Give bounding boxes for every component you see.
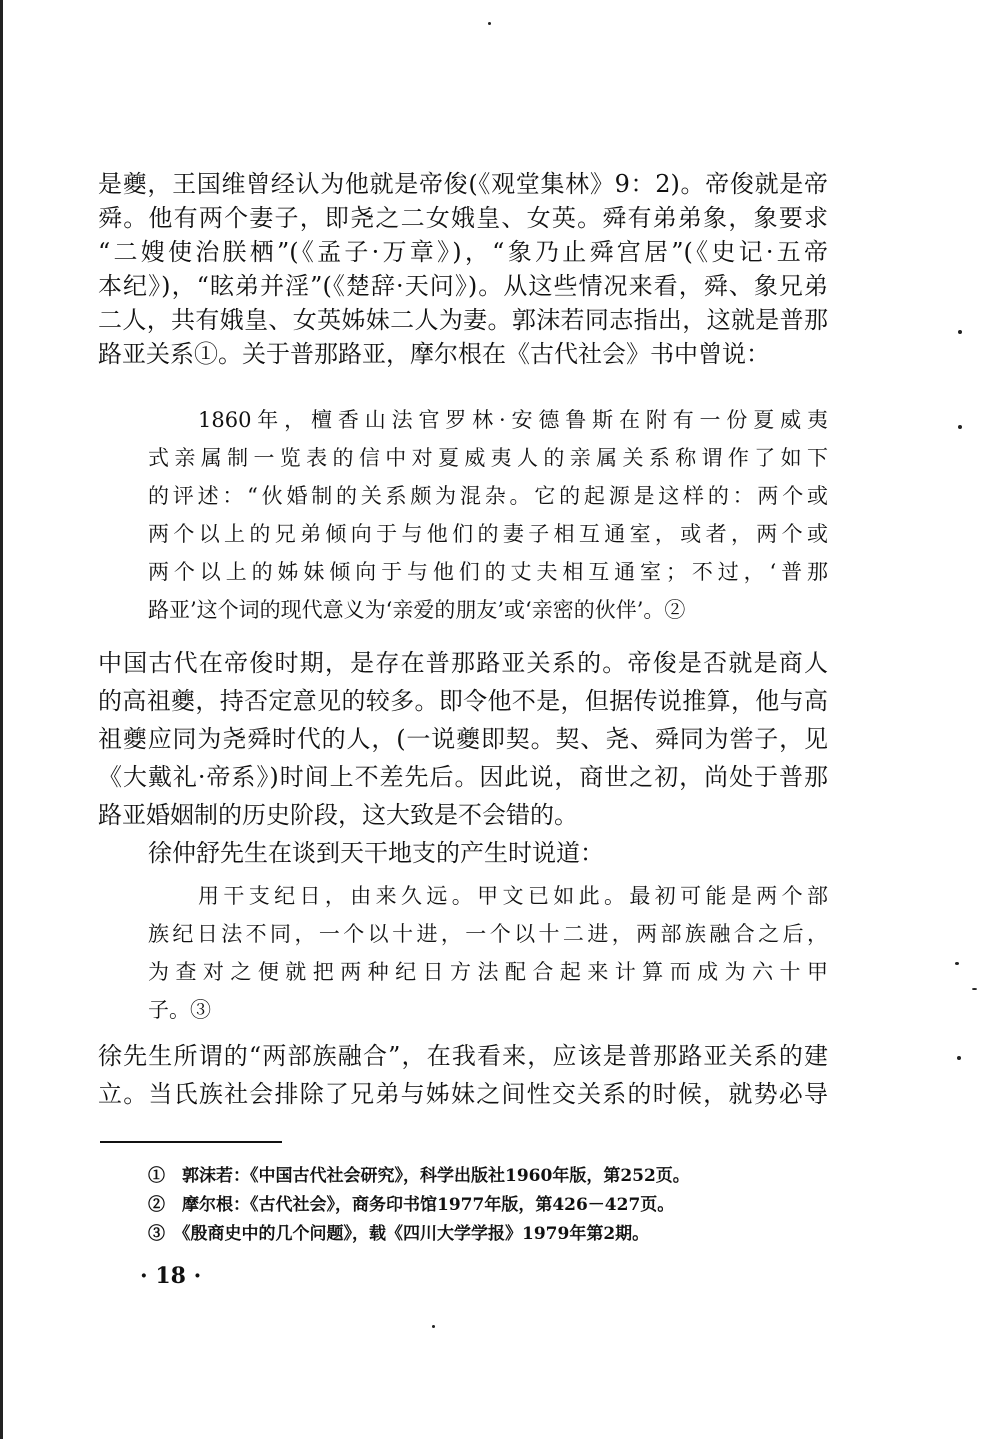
text-line: 二人，共有娥皇、女英姊妹二人为妻。郭沫若同志指出，这就是普那 [98,306,828,334]
text-line: 是夔，王国维曾经认为他就是帝俊(《观堂集林》9：2)。帝俊就是帝 [98,170,828,198]
scan-speck [488,22,491,25]
page-edge [0,0,3,1439]
text-line: 徐仲舒先生在谈到天干地支的产生时说道： [148,839,604,867]
quote-line: 用干支纪日，由来久远。甲文已如此。最初可能是两个部 [198,884,828,908]
footnotes [148,1162,690,1249]
quote-line: 1860年，檀香山法官罗林·安德鲁斯在附有一份夏威夷 [198,408,828,432]
page-number: · 18 · [140,1263,202,1289]
text-line: “二嫂使治朕栖”(《孟子·万章》)，“象乃止舜宫居”(《史记·五帝 [98,238,828,266]
scan-speck [955,962,959,965]
scan-speck [432,1325,435,1328]
quote-line: 路亚’这个词的现代意义为‘亲爱的朋友’或‘亲密的伙伴’。② [148,598,686,622]
main-text-2 [98,644,828,872]
text-line: 徐先生所谓的“两部族融合”，在我看来，应该是普那路亚关系的建 [98,1042,828,1070]
footnote-divider [100,1141,282,1143]
quote-line: 两个以上的姊妹倾向于与他们的丈夫相互通室；不过，‘普那 [148,560,828,584]
main-text-3 [98,1037,828,1113]
scan-speck [958,330,962,334]
quote-line: 族纪日法不同，一个以十进，一个以十二进，两部族融合之后， [148,922,828,946]
text-line: 本纪》)，“眩弟并淫”(《楚辞·天问》)。从这些情况来看，舜、象兄弟 [98,272,828,300]
quote-line: 两个以上的兄弟倾向于与他们的妻子相互通室，或者，两个或 [148,522,828,546]
main-text [98,167,828,371]
footnote-3: ③ 《殷商史中的几个问题》，载《四川大学学报》1979年第2期。 [148,1224,650,1244]
block-quote-xu [98,877,828,1029]
text-line: 路亚关系①。关于普那路亚，摩尔根在《古代社会》书中曾说： [98,340,770,368]
text-line: 的高祖夔，持否定意见的较多。即令他不是，但据传说推算，他与高 [98,687,828,715]
footnote-1: ① 郭沫若：《中国古代社会研究》，科学出版社1960年版，第252页。 [148,1166,690,1186]
quote-line: 的评述：“伙婚制的关系颇为混杂。它的起源是这样的：两个或 [148,484,828,508]
quote-line: 式亲属制一览表的信中对夏威夷人的亲属关系称谓作了如下 [148,446,828,470]
scan-speck [972,988,977,990]
block-quote-morgan [98,401,828,629]
scan-speck [958,425,962,429]
quote-line: 为查对之便就把两种纪日方法配合起来计算而成为六十甲 [148,960,828,984]
footnote-2: ② 摩尔根：《古代社会》，商务印书馆1977年版，第426－427页。 [148,1195,675,1215]
text-line: 《大戴礼·帝系》)时间上不差先后。因此说，商世之初，尚处于普那 [98,763,828,791]
scan-speck [957,1056,961,1060]
text-line: 舜。他有两个妻子，即尧之二女娥皇、女英。舜有弟弟象，象要求 [98,204,828,232]
text-line: 祖夔应同为尧舜时代的人，(一说夔即契。契、尧、舜同为喾子，见 [98,725,828,753]
text-line: 中国古代在帝俊时期，是存在普那路亚关系的。帝俊是否就是商人 [98,649,828,677]
text-line: 立。当氏族社会排除了兄弟与姊妹之间性交关系的时候，就势必导 [98,1080,828,1108]
quote-line: 子。③ [148,998,211,1022]
text-line: 路亚婚姻制的历史阶段，这大致是不会错的。 [98,801,578,829]
